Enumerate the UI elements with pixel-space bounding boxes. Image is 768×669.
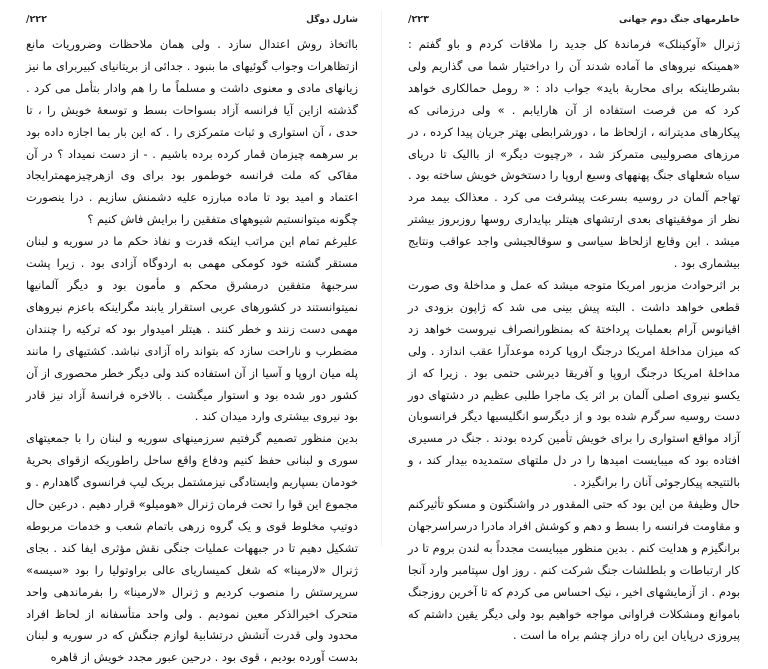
- right-running-title: خاطرمهای جنگ دوم جهانی: [619, 15, 740, 25]
- book-gutter: [381, 10, 382, 546]
- left-page-number: ۲۲۲/: [26, 14, 47, 25]
- paragraph: بااتخاذ روش اعتدال سازد . ولی همان ملاحظات وضروریات مانع ازتظاهرات وجواب گوئیهای ما بنبود . جدائی از بریتانیای کبیربرای ما نیز زیانهای مادی و معنوی داشت و مسلماً ما را هم وادار بتأمل می کرد . گذشته ازاین آیا فرانسه آزاد بسواحات بسط و توسعهٔ خویش را ، تا حدی ، آن استواری و ثبات متمرکزی را . که این بار بما اجازه داده بود بر سرهمه چیزمان قمار کرده برده باشیم . - از دست نمیداد ؟ در آن مقاکی که ملت فرانسه خوطمور بود برای وی ازهرچیزمهمترایجاد اعتماد و امید بود تا ماده مبارزه علیه دشمنش سازیم . درا ینصورت چگونه میتوانستیم شیوههای متفقین را برایش فاش کنیم ؟: [26, 37, 358, 227]
- left-page: [14, 8, 370, 665]
- right-page: [396, 8, 752, 643]
- left-running-title: شارل دوگل: [306, 15, 358, 25]
- paragraph: حال وظیفهٔ من این بود که حتی المقدور در واشنگتون و مسکو تأثیرکنم و مقاومت فرانسه را بسط و دهم و کوشش افراد مادرا درسراسرجهان برانگیزم و هدایت کنم . بدین منظور میبایست مجدداً به لندن بروم تا در کار ارتباطات و بلطلشات جنگ شرکت کنم . روز اول سپتامبر وارد آنجا بودم . از آزمایشهای اخیر ، نیک احساس می کردم که تا آخرین روزجنگ باموانع ومشکلات فراوانی مواجه خواهیم بود ولی دیگر یقین داشتم که پیروزی درپایان این راه دراز چشم براه ما است .: [408, 497, 740, 643]
- left-page-header: [26, 14, 358, 30]
- right-page-header: [408, 14, 740, 30]
- paragraph: علیرغم تمام این مراتب اینکه قدرت و نفاذ حکم ما در سوریه و لبنان مستقر گشته خود کومکی مهمی به اردوگاه آزادی بود . زیرا پشت سرجبههٔ متفقین درمشرق محکم و مأمون بود و دیگر آلمانیها نمیتوانستند در کشورهای عربی استقرار یابند مگراینکه باعزم نیروهای مهمی دست زنند و خطر کنند . هیتلر امیدوار بود که ترکیه را چنندان مضطرب و ناراحت سازد که بتواند راه آزادی نباشد. کشتیهای را مانند پله میان اروپا و آسیا از آن استفاده کند ولی دیگر خطر محصوری از آن کشور دور شده بود و استوار میگشت . بالاخره فرانسهٔ آزاد نیز قادر بود نیروی بیشتری وارد میدان کند .: [26, 234, 358, 424]
- right-page-body: [408, 34, 740, 647]
- left-page-body: [26, 34, 358, 669]
- paragraph: بدین منظور تصمیم گرفتیم سرزمینهای سوریه و لبنان را با جمعیتهای سوری و لبنانی حفظ کنیم ودفاع واقع ساحل راطوریکه ازقوای بحریهٔ خودمان بسپاریم وایستادگی نیزمشتمل بریک لیپ فرانسوی گاهدارم . و مجموع این قوا را تحت فرمان ژنرال «هومیلو» قرار دهیم . درعین حال دوتیپ مخلوط قوی و یک گروه زرهی باتمام شعب و خدمات مربوطه تشکیل دهیم تا در جبههات عملیات جنگی نقش مؤثری ایفا کند . بجای ژنرال «لارمینا» که شغل کمیساریای عالی براوتولیا را بود «سیسه» سرپرستش را منصوب کردیم و ژنرال «لارمینا» را بفرماندهی واحد متحرک اخیرالذکر معین نمودیم . ولی واحد متأسفانه از لحاظ افراد محدود ولی قدرت آتشش درتشابیهٔ لوازم جنگش که در سوریه و لبنان بدست آورده بودیم ، قوی بود . درحین عبور مجدد خویش از قاهره: [26, 431, 358, 665]
- right-page-number: ۲۲۳/: [408, 14, 429, 25]
- paragraph: ژنرال «آوکینلک» فرماندهٔ کل جدید را ملاقات کردم و باو گفتم : «همینکه نیروهای ما آماده شدند آن را دراختیار شما می گذاریم ولی بشرطاینکه برای محاربهٔ باید» جواب داد : « رومل حمالکاری خواهد کرد که من فرصت استفاده از آن هارایابم . » ولی درزمانی که پیکارهای مدیترانه ، ازلحاظ ما ، دورشرابطی بهتر جریان پیدا کرده ، در مرزهای مصرولیبی متمرکز شد ، «رچیوت دیگر» از باالیک تا دریای سیاه شعلهای جنگ پهنههای وسیع اروپا را دستخوش خویش ساخته بود . تهاجم آلمان در روسیه بسرعت پیشرفت می کرد . معذالک بیمد مرد نظر از موفقیتهای بعدی ارتشهای هیتلر بپایداری روسها روزبروز بیشتر میشد . این وقایع ازلحاظ سیاسی و سوقالجیشی واجد عواقب ونتایج بیشماری بود .: [408, 37, 740, 271]
- paragraph: بر اثرحوادث مزبور امریکا متوجه میشد که عمل و مداخلهٔ وی صورت قطعی خواهد داشت . البته پیش بینی می شد که ژاپون بزودی در اقیانوس آرام بعملیات پرداختهٔ که بمنظورانصراف نیروست خواهد زد که میزان مداخلهٔ امریکا درجنگ اروپا کرده موعدآرا عقب اندازد . ولی مداخلهٔ امریکا درجنگ اروپا و آفریقا دیرشی حتمی بود . زیرا که از یکسو نیروی اصلی آلمان بر اثر یک ماجرا طلبی عظیم در دشتهای دور دست روسیه سرگرم شده بود و از دیگرسو انگلیسیها دیگر فرانسوبان آزاد مواقع استواری را برای خویش تأمین کرده بودند . جنگ در مسیری افتاده بود که میبایست امیدها را در دل ملتهای ستمدیده بیدار کند ، و بالتتیجه پیکارجوئی آنان را برانگیزد .: [408, 277, 740, 490]
